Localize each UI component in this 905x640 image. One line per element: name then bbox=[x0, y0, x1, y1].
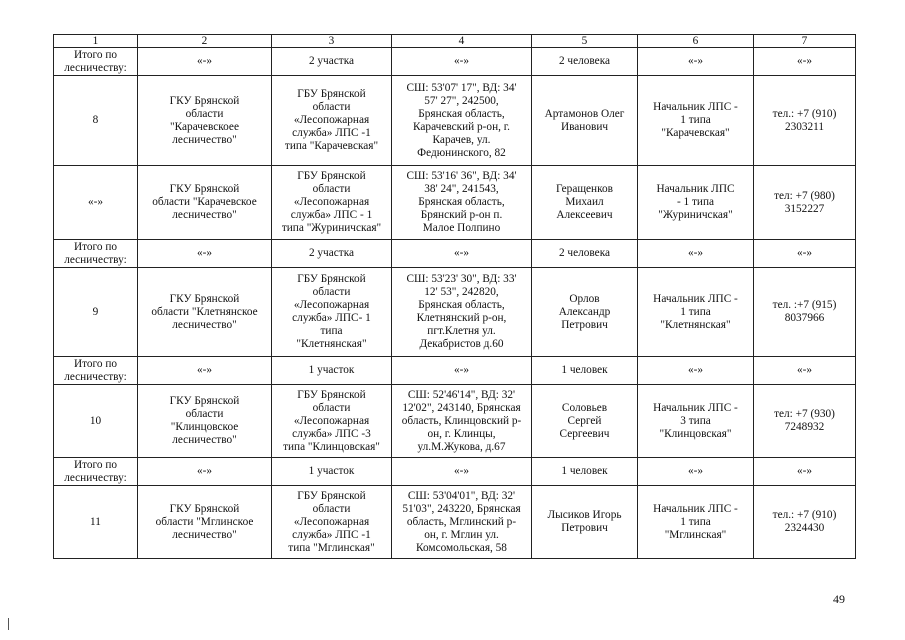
table-cell: Итого по лесничеству: bbox=[54, 458, 138, 486]
table-cell: «-» bbox=[392, 240, 532, 268]
table-cell: тел: +7 (980) 3152227 bbox=[754, 166, 856, 240]
table-cell: «-» bbox=[638, 240, 754, 268]
column-number: 3 bbox=[272, 35, 392, 48]
table-cell: Артамонов Олег Иванович bbox=[532, 76, 638, 166]
table-cell: 2 человека bbox=[532, 240, 638, 268]
table-cell: тел: +7 (930) 7248932 bbox=[754, 385, 856, 458]
table-cell: «-» bbox=[138, 458, 272, 486]
table-cell: «-» bbox=[638, 48, 754, 76]
subtotal-row bbox=[54, 458, 856, 486]
table-cell: 11 bbox=[54, 486, 138, 559]
table-cell: 10 bbox=[54, 385, 138, 458]
margin-mark bbox=[8, 618, 9, 630]
table-cell: ГБУ Брянской области «Лесопожарная служба» ЛПС - 1 типа "Журиничская" bbox=[272, 166, 392, 240]
table-cell: «-» bbox=[638, 458, 754, 486]
table-cell: 9 bbox=[54, 268, 138, 357]
subtotal-row bbox=[54, 240, 856, 268]
table-cell: «-» bbox=[138, 48, 272, 76]
table-cell: 1 участок bbox=[272, 458, 392, 486]
table-cell: ГБУ Брянской области «Лесопожарная служба» ЛПС -1 типа "Карачевская" bbox=[272, 76, 392, 166]
table-row bbox=[54, 166, 856, 240]
table-cell: СШ: 52'46'14", ВД: 32' 12'02", 243140, Брянская область, Клинцовский р- он, г. Клинцы, ул.М.Жукова, д.67 bbox=[392, 385, 532, 458]
table-cell: «-» bbox=[754, 357, 856, 385]
table-cell: «-» bbox=[638, 357, 754, 385]
table-cell: «-» bbox=[138, 240, 272, 268]
table-cell: Начальник ЛПС - 1 типа "Карачевская" bbox=[638, 76, 754, 166]
table-cell: тел.: +7 (910) 2324430 bbox=[754, 486, 856, 559]
table-cell: «-» bbox=[392, 48, 532, 76]
table-cell: Начальник ЛПС - 1 типа "Клетнянская" bbox=[638, 268, 754, 357]
table-cell: 8 bbox=[54, 76, 138, 166]
table-cell: СШ: 53'16' 36", ВД: 34' 38' 24", 241543, Брянская область, Брянский р-он п. Малое Полпино bbox=[392, 166, 532, 240]
table-cell: Начальник ЛПС - 1 типа "Журиничская" bbox=[638, 166, 754, 240]
table-cell: 2 участка bbox=[272, 48, 392, 76]
table-cell: 1 человек bbox=[532, 357, 638, 385]
column-number: 1 bbox=[54, 35, 138, 48]
table-cell: ГКУ Брянской области "Клетнянское лесничество" bbox=[138, 268, 272, 357]
table-cell: «-» bbox=[754, 458, 856, 486]
table-cell: 1 участок bbox=[272, 357, 392, 385]
table-cell: ГБУ Брянской области «Лесопожарная служба» ЛПС -3 типа "Клинцовская" bbox=[272, 385, 392, 458]
table-cell: «-» bbox=[754, 48, 856, 76]
table-cell: СШ: 53'04'01", ВД: 32' 51'03", 243220, Брянская область, Мглинский р- он, г. Мглин ул. Комсомольская, 58 bbox=[392, 486, 532, 559]
column-number: 6 bbox=[638, 35, 754, 48]
subtotal-row bbox=[54, 357, 856, 385]
table-cell: тел. :+7 (915) 8037966 bbox=[754, 268, 856, 357]
table-cell: Геращенков Михаил Алексеевич bbox=[532, 166, 638, 240]
table-cell: «-» bbox=[392, 458, 532, 486]
table-cell: ГКУ Брянской области "Карачевское лесничество" bbox=[138, 166, 272, 240]
table-cell: 1 человек bbox=[532, 458, 638, 486]
table-cell: Итого по лесничеству: bbox=[54, 240, 138, 268]
forestry-table bbox=[53, 34, 856, 559]
table-cell: ГКУ Брянской области "Карачевскоее лесничество" bbox=[138, 76, 272, 166]
table-cell: «-» bbox=[754, 240, 856, 268]
table-cell: ГБУ Брянской области «Лесопожарная служба» ЛПС- 1 типа "Клетнянская" bbox=[272, 268, 392, 357]
table-cell: «-» bbox=[138, 357, 272, 385]
table-cell: СШ: 53'07' 17", ВД: 34' 57' 27", 242500, Брянская область, Карачевский р-он, г. Карачев, ул. Федюнинского, 82 bbox=[392, 76, 532, 166]
table-cell: 2 человека bbox=[532, 48, 638, 76]
column-number: 2 bbox=[138, 35, 272, 48]
table-cell: Орлов Александр Петрович bbox=[532, 268, 638, 357]
table-cell: СШ: 53'23' 30", ВД: 33' 12' 53", 242820, Брянская область, Клетнянский р-он, пгт.Клетня ул. Декабристов д.60 bbox=[392, 268, 532, 357]
column-number: 7 bbox=[754, 35, 856, 48]
table-row bbox=[54, 268, 856, 357]
table-cell: Итого по лесничеству: bbox=[54, 357, 138, 385]
table-cell: Соловьев Сергей Сергеевич bbox=[532, 385, 638, 458]
column-number: 4 bbox=[392, 35, 532, 48]
table-cell: 2 участка bbox=[272, 240, 392, 268]
table-cell: «-» bbox=[54, 166, 138, 240]
table-cell: ГКУ Брянской области "Клинцовское лесничество" bbox=[138, 385, 272, 458]
column-number: 5 bbox=[532, 35, 638, 48]
table-cell: ГБУ Брянской области «Лесопожарная служба» ЛПС -1 типа "Мглинская" bbox=[272, 486, 392, 559]
table-cell: Начальник ЛПС - 3 типа "Клинцовская" bbox=[638, 385, 754, 458]
page-number: 49 bbox=[833, 592, 845, 606]
table-row bbox=[54, 385, 856, 458]
table-cell: Итого по лесничеству: bbox=[54, 48, 138, 76]
table-cell: Начальник ЛПС - 1 типа "Мглинская" bbox=[638, 486, 754, 559]
table-cell: ГКУ Брянской области "Мглинское лесничество" bbox=[138, 486, 272, 559]
table-cell: «-» bbox=[392, 357, 532, 385]
table-cell: Лысиков Игорь Петрович bbox=[532, 486, 638, 559]
table-cell: тел.: +7 (910) 2303211 bbox=[754, 76, 856, 166]
subtotal-row bbox=[54, 48, 856, 76]
column-number-row bbox=[54, 35, 856, 48]
table-row bbox=[54, 76, 856, 166]
table-row bbox=[54, 486, 856, 559]
